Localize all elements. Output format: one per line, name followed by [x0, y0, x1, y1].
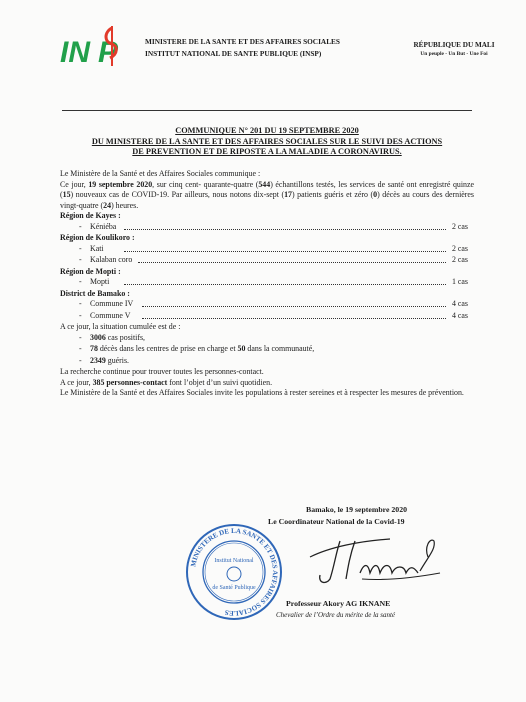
handwritten-signature [300, 527, 450, 585]
republic-name: RÉPUBLIQUE DU MALI [413, 41, 495, 49]
locality-name: Commune V [90, 310, 131, 320]
intro-line: Le Ministère de la Santé et des Affaires Sociales communique : [60, 169, 261, 178]
locality-name: Commune IV [90, 299, 134, 308]
case-row: - Commune IV 4 cas [79, 299, 468, 308]
case-row: - Kalaban coro 2 cas [79, 255, 468, 264]
case-count: 4 cas [452, 310, 468, 320]
signatory-role: Le Coordinateur National de la Covid-19 [268, 517, 405, 526]
case-row: - Kati 2 cas [79, 243, 468, 253]
svg-text:de Santé Publique: de Santé Publique [212, 585, 256, 591]
case-count: 2 cas [452, 221, 468, 231]
contact-search-line: La recherche continue pour trouver toutes les personnes-contact. [60, 367, 264, 376]
cumul-item: - 3006 cas positifs, [79, 332, 146, 342]
locality-name: Mopti [90, 277, 110, 286]
title-line-3: DE PREVENTION ET DE RIPOSTE A LA MALADIE A CORONAVIRUS. [132, 147, 402, 156]
case-count: 2 cas [452, 243, 468, 253]
case-count: 1 cas [452, 277, 468, 286]
case-row: - Commune V 4 cas [79, 310, 468, 320]
case-count: 2 cas [452, 255, 468, 264]
cumul-item: - 2349 guéris. [79, 355, 130, 365]
title-line-1: COMMUNIQUE N° 201 DU 19 SEPTEMBRE 2020 [175, 126, 359, 135]
case-row: - Kéniéba 2 cas [79, 221, 468, 231]
communique-title [60, 126, 474, 158]
header-right [405, 41, 503, 57]
intro-paragraph: Ce jour, 19 septembre 2020, sur cinq cent- quarante-quatre (544) échantillons testés, les services de santé ont enregistré quinze (15) nouveaux cas de COVID-19. Par ailleurs, nous notons dix-sept (17) patients guéris et zéro (0) décès au cours des dernières vingt-quatre (24) heures. [60, 179, 475, 210]
header-divider [62, 110, 472, 111]
contact-followup-line: A ce jour, 385 personnes-contact font l’objet d’un suivi quotidien. [60, 377, 273, 387]
case-row: - Mopti 1 cas [79, 277, 468, 286]
region-heading: District de Bamako : [60, 288, 130, 298]
svg-text:MINISTERE DE LA SANTE ET DES A: MINISTERE DE LA SANTE ET DES AFFAIRES SOCIALES [189, 526, 280, 618]
place-date: Bamako, le 19 septembre 2020 [306, 505, 407, 514]
cumul-item: - 78 décès dans les centres de prise en charge et 50 dans la communauté, [79, 344, 315, 353]
region-heading: Région de Koulikoro : [60, 233, 135, 242]
svg-text:IN: IN [60, 36, 90, 69]
signatory-distinction: Chevalier de l’Ordre du mérite de la santé [276, 611, 396, 619]
republic-motto: Un peuple - Un But - Une Foi [420, 51, 488, 57]
case-count: 4 cas [452, 299, 468, 308]
locality-name: Kalaban coro [90, 255, 133, 264]
closing-paragraph: Le Ministère de la Santé et des Affaires Sociales invite les populations à rester sereines et à respecter les mesures de prévention. [60, 388, 464, 397]
institute-name: INSTITUT NATIONAL DE SANTE PUBLIQUE (INSP) [145, 49, 322, 58]
region-heading: Région de Kayes : [60, 211, 121, 220]
communique-body [60, 169, 474, 399]
svg-text:Institut National: Institut National [214, 558, 254, 564]
title-line-2: DU MINISTERE DE LA SANTE ET DES AFFAIRES SOCIALES SUR LE SUIVI DES ACTIONS [91, 136, 443, 146]
cumul-intro: A ce jour, la situation cumulée est de : [60, 322, 181, 331]
header-center [145, 36, 340, 60]
locality-name: Kati [90, 243, 104, 253]
region-heading: Région de Mopti : [60, 266, 121, 276]
signatory-name: Professeur Akory AG IKNANE [286, 599, 391, 608]
ministry-name: MINISTERE DE LA SANTE ET DES AFFAIRES SOCIALES [145, 37, 340, 46]
svg-text:P: P [98, 36, 119, 69]
locality-name: Kéniéba [90, 221, 117, 231]
official-stamp [184, 522, 284, 622]
insp-logo [60, 22, 140, 70]
